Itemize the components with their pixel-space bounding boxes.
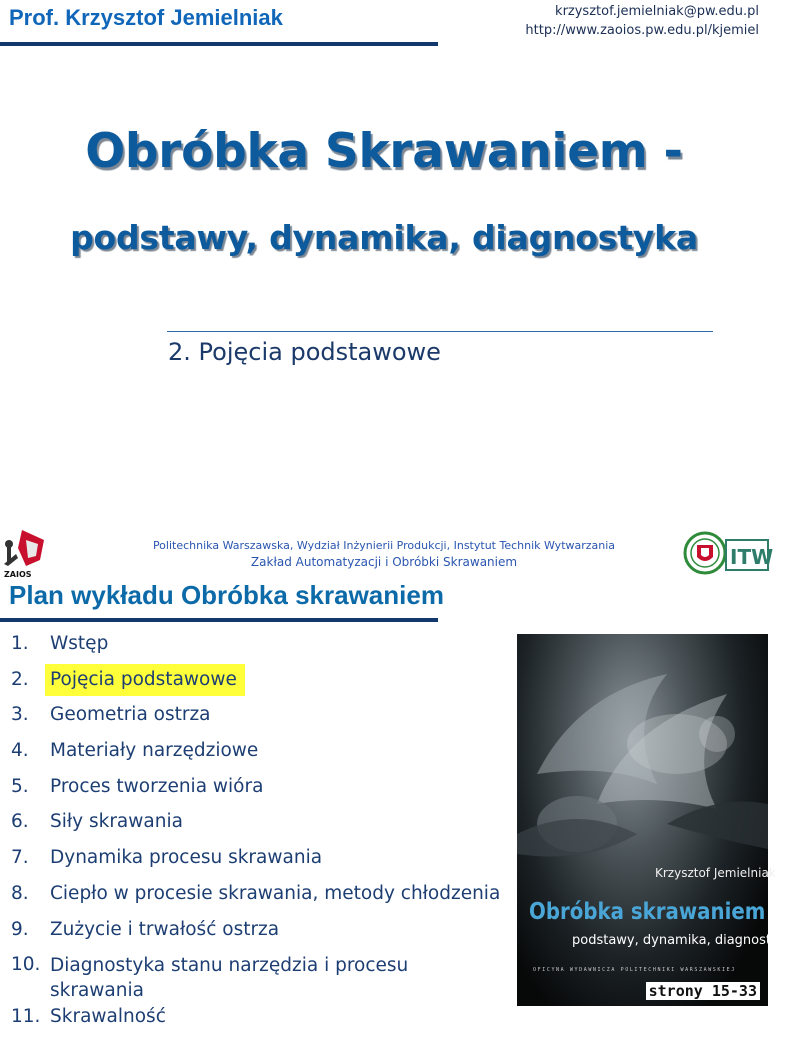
outline-item-number: 8. <box>11 882 29 904</box>
institution-line-2: Zakład Automatyzacji i Obróbki Skrawaniem <box>250 555 518 569</box>
outline-item <box>11 735 511 771</box>
outline-item-number: 5. <box>11 775 29 797</box>
outline-item <box>11 878 511 914</box>
outline-item <box>11 949 511 1001</box>
website-link[interactable]: http://www.zaoios.pw.edu.pl/kjemiel <box>525 23 759 38</box>
outline-item-number: 10. <box>11 954 41 976</box>
outline-item-label: Geometria ostrza <box>50 704 211 726</box>
outline-item-number: 2. <box>11 668 29 690</box>
outline-item-label: Pojęcia podstawowe <box>45 664 245 696</box>
author-name: Prof. Krzysztof Jemielniak <box>9 5 283 30</box>
outline-item <box>11 842 511 878</box>
book-author: Krzysztof Jemielniak <box>655 866 776 880</box>
outline-item-label: Siły skrawania <box>50 811 183 833</box>
outline-item-number: 7. <box>11 847 29 869</box>
outline-item <box>11 628 511 664</box>
outline-item-number: 3. <box>11 704 29 726</box>
outline-item <box>11 699 511 735</box>
email-link[interactable]: krzysztof.jemielniak@pw.edu.pl <box>555 4 759 19</box>
outline-item-number: 9. <box>11 918 29 940</box>
outline-item <box>11 1001 511 1037</box>
book-cover <box>517 634 794 1006</box>
pages-badge: strony 15-33 <box>646 982 760 1000</box>
outline-item <box>11 914 511 950</box>
book-subtitle: podstawy, dynamika, diagnostyka <box>572 933 794 948</box>
zaios-logo-icon <box>0 526 48 580</box>
outline-item-number: 6. <box>11 811 29 833</box>
outline-item <box>11 771 511 807</box>
outline-item-number: 1. <box>11 633 29 654</box>
outline-item-label: Materiały narzędziowe <box>50 740 259 762</box>
book-title: Obróbka skrawaniem <box>529 899 766 925</box>
outline-item-label: Zużycie i trwałość ostrza <box>50 918 280 940</box>
outline-item-label: Proces tworzenia wióra <box>50 775 264 797</box>
contact-block <box>525 2 759 40</box>
institution-line-1: Politechnika Warszawska, Wydział Inżynierii Produkcji, Instytut Technik Wytwarzania <box>152 539 616 552</box>
zaios-logo-text: ZAIOS <box>4 570 32 579</box>
outline-item <box>11 806 511 842</box>
itw-logo-icon <box>726 538 774 572</box>
plan-divider <box>0 618 438 622</box>
header-divider <box>0 42 438 46</box>
university-crest-icon <box>683 530 727 576</box>
outline-item <box>11 664 511 700</box>
institution-block <box>100 538 668 570</box>
outline-item-label: Wstęp <box>50 633 109 654</box>
book-cover-art <box>517 634 768 1006</box>
plan-title: Plan wykładu Obróbka skrawaniem <box>9 580 444 610</box>
outline-item-number: 4. <box>11 740 29 762</box>
outline-item-label: Ciepło w procesie skrawania, metody chłodzenia <box>50 882 501 904</box>
lecture-divider <box>167 331 713 332</box>
course-subtitle: podstawy, dynamika, diagnostyka <box>70 218 698 257</box>
outline-item-label: Dynamika procesu skrawania <box>50 847 323 869</box>
outline-item-label: Skrawalność <box>50 1006 166 1028</box>
course-title: Obróbka Skrawaniem - <box>85 124 683 179</box>
outline-item-label: Diagnostyka stanu narzędzia i procesu skrawania <box>50 955 409 1002</box>
outline-item-number: 11. <box>11 1006 41 1028</box>
book-publisher: OFICYNA WYDAWNICZA POLITECHNIKI WARSZAWSKIEJ <box>533 967 736 973</box>
lecture-outline <box>11 628 511 1037</box>
lecture-label: 2. Pojęcia podstawowe <box>168 338 441 366</box>
itw-logo-text: ITW <box>730 545 774 569</box>
